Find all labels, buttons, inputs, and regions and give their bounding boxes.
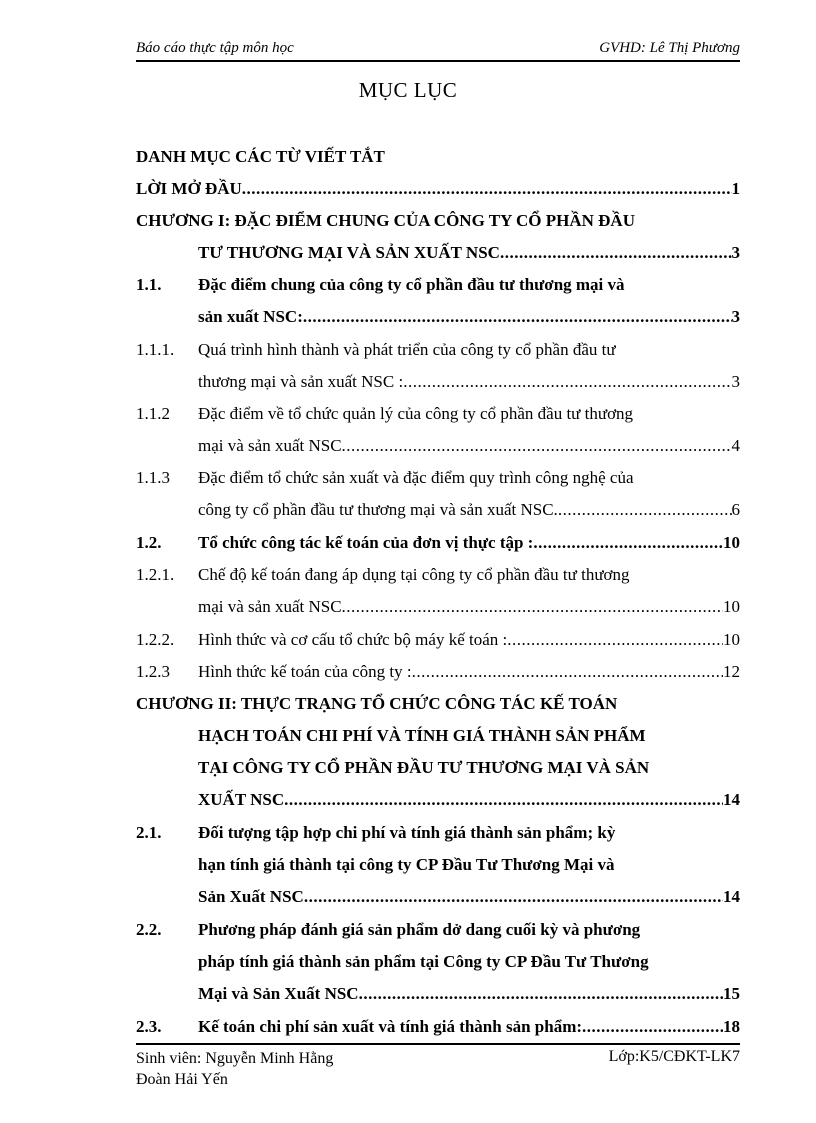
toc-2-2-cont-2[interactable]: Mại và Sản Xuất NSC ..... 15 bbox=[136, 980, 740, 1008]
toc-2-2-cont-1[interactable]: pháp tính giá thành sản phẩm tại Công ty CP Đầu Tư Thương bbox=[198, 952, 649, 971]
page-title: MỤC LỤC bbox=[358, 78, 458, 102]
class-code: Lớp:K5/CĐKT-LK7 bbox=[608, 1048, 740, 1065]
report-title: Báo cáo thực tập môn học bbox=[136, 40, 294, 56]
page-footer bbox=[136, 1043, 740, 1088]
toc-intro[interactable]: LỜI MỞ ĐẦU ..... 1 bbox=[136, 175, 740, 203]
toc-chapter-2-cont-3[interactable]: XUẤT NSC ..... 14 bbox=[136, 786, 740, 814]
toc-1-1-3-cont[interactable]: công ty cổ phần đầu tư thương mại và sản xuất NSC. ..... 6 bbox=[136, 496, 740, 524]
toc-1-2-1[interactable]: 1.2.1. Chế độ kế toán đang áp dụng tại công ty cổ phần đầu tư thương bbox=[136, 565, 630, 584]
toc-1-2[interactable]: 1.2. Tổ chức công tác kế toán của đơn vị thực tập : ..... 10 bbox=[136, 529, 740, 557]
student-1: Sinh viên: Nguyễn Minh Hằng bbox=[136, 1050, 334, 1067]
toc-chapter-1-cont[interactable]: TƯ THƯƠNG MẠI VÀ SẢN XUẤT NSC ..... 3 bbox=[136, 239, 740, 267]
toc-1-2-1-cont[interactable]: mại và sản xuất NSC ..... 10 bbox=[136, 593, 740, 621]
toc-1-1-3[interactable]: 1.1.3 Đặc điểm tổ chức sản xuất và đặc điểm quy trình công nghệ của bbox=[136, 468, 634, 487]
toc-chapter-2-cont-1[interactable]: HẠCH TOÁN CHI PHÍ VÀ TÍNH GIÁ THÀNH SẢN PHẨM bbox=[198, 726, 646, 745]
toc-1-2-3[interactable]: 1.2.3 Hình thức kế toán của công ty : ..... 12 bbox=[136, 658, 740, 686]
student-2: Đoàn Hải Yến bbox=[136, 1071, 228, 1088]
supervisor: GVHD: Lê Thị Phương bbox=[599, 40, 740, 56]
toc-1-1-1-cont[interactable]: thương mại và sản xuất NSC : ..... 3 bbox=[136, 368, 740, 396]
students bbox=[136, 1048, 333, 1090]
toc-2-1[interactable]: 2.1. Đối tượng tập hợp chi phí và tính giá thành sản phẩm; kỳ bbox=[136, 823, 616, 842]
page-header bbox=[136, 40, 740, 62]
toc-2-2[interactable]: 2.2. Phương pháp đánh giá sản phẩm dở dang cuối kỳ và phương bbox=[136, 920, 641, 939]
toc-chapter-2[interactable]: CHƯƠNG II: THỰC TRẠNG TỔ CHỨC CÔNG TÁC KẾ TOÁN bbox=[136, 694, 618, 713]
toc-2-3[interactable]: 2.3. Kế toán chi phí sản xuất và tính giá thành sản phẩm: ..... 18 bbox=[136, 1013, 740, 1041]
toc-2-1-cont-2[interactable]: Sản Xuất NSC ..... 14 bbox=[136, 883, 740, 911]
toc-1-2-2[interactable]: 1.2.2. Hình thức và cơ cấu tổ chức bộ máy kế toán : ..... 10 bbox=[136, 626, 740, 654]
toc-2-1-cont-1[interactable]: hạn tính giá thành tại công ty CP Đầu Tư Thương Mại và bbox=[198, 855, 615, 874]
toc-1-1-1[interactable]: 1.1.1. Quá trình hình thành và phát triển của công ty cổ phần đầu tư bbox=[136, 340, 616, 359]
toc-chapter-2-cont-2[interactable]: TẠI CÔNG TY CỔ PHẦN ĐẦU TƯ THƯƠNG MẠI VÀ SẢN bbox=[198, 758, 650, 777]
toc-1-1-cont[interactable]: sản xuất NSC: ..... 3 bbox=[136, 303, 740, 331]
toc-1-1[interactable]: 1.1. Đặc điểm chung của công ty cổ phần đầu tư thương mại và bbox=[136, 275, 625, 294]
toc-1-1-2-cont[interactable]: mại và sản xuất NSC ..... 4 bbox=[136, 432, 740, 460]
toc-1-1-2[interactable]: 1.1.2 Đặc điểm về tổ chức quản lý của công ty cổ phần đầu tư thương bbox=[136, 404, 634, 423]
toc-abbrev[interactable]: DANH MỤC CÁC TỪ VIẾT TẮT bbox=[136, 147, 385, 166]
toc-chapter-1[interactable]: CHƯƠNG I: ĐẶC ĐIỂM CHUNG CỦA CÔNG TY CỔ PHẦN ĐẦU bbox=[136, 211, 635, 230]
